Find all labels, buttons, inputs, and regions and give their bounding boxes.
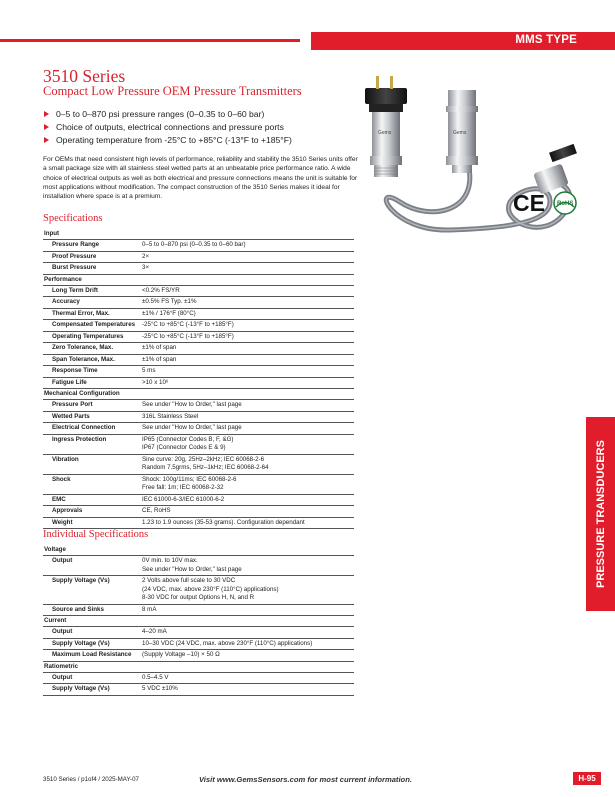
spec-value: -25°C to +85°C (-13°F to +185°F): [142, 321, 234, 328]
spec-value: 2×: [142, 252, 150, 260]
spec-label: Shock: [52, 475, 71, 483]
product-brand-mark: Gems: [453, 130, 467, 136]
spec-label: Compensated Temperatures: [52, 321, 136, 328]
spec-group-heading: Performance: [44, 275, 82, 283]
individual-specifications-heading: Individual Specifications: [43, 529, 149, 540]
spec-label: Accuracy: [52, 298, 80, 305]
spec-row: [43, 555, 354, 576]
spec-label: Span Tolerance, Max.: [52, 355, 115, 363]
spec-row: [43, 684, 354, 696]
spec-row: [43, 423, 354, 435]
bullet-arrow-icon: [44, 124, 49, 130]
spec-row: [43, 475, 354, 495]
page-subtitle: Compact Low Pressure OEM Pressure Transmitters: [43, 84, 302, 98]
spec-row: [43, 435, 354, 455]
spec-label: Fatigue Life: [52, 378, 87, 386]
section-side-tab: [586, 417, 615, 611]
spec-row: [43, 650, 354, 662]
spec-label: Output: [52, 557, 73, 564]
spec-value: 1.23 to 1.9 ounces (35-53 grams). Configuration dependant: [142, 518, 305, 526]
spec-value: 316L Stainless Steel: [142, 412, 199, 420]
spec-row: [43, 518, 354, 530]
spec-row: [43, 672, 354, 685]
bullet-arrow-icon: [44, 137, 49, 143]
spec-label: Vibration: [52, 455, 79, 463]
spec-value: >10 x 10⁶: [142, 378, 169, 386]
spec-group-heading: Voltage: [44, 546, 66, 553]
footer-doc-id: 3510 Series / p1of4 / 2025-MAY-07: [43, 776, 139, 783]
spec-row: [43, 378, 354, 390]
spec-label: Ingress Protection: [52, 435, 107, 443]
spec-group-heading: Input: [44, 230, 60, 237]
spec-label: Supply Voltage (Vs): [52, 577, 110, 584]
spec-label: Output: [52, 673, 73, 681]
spec-value: See under "How to Order," last page: [142, 401, 242, 408]
spec-value: See under "How to Order," last page: [142, 424, 242, 431]
feature-item: Choice of outputs, electrical connections and pressure ports: [43, 121, 292, 134]
header-banner: [311, 32, 615, 50]
spec-label: Wetted Parts: [52, 412, 90, 420]
spec-value: ±1% of span: [142, 344, 177, 351]
spec-label: Response Time: [52, 367, 98, 374]
spec-label: Burst Pressure: [52, 264, 97, 271]
spec-row: [43, 626, 354, 639]
spec-value: 8 mA: [142, 605, 157, 613]
spec-row: [43, 332, 354, 344]
spec-value: 2 Volts above full scale to 30 VDC (24 VDC, max. above 230°F (110°C) applications) 8-30 VDC for output Options H, N, and R: [142, 577, 279, 601]
spec-row: [43, 495, 354, 507]
product-photo: [360, 72, 590, 257]
spec-label: Pressure Port: [52, 401, 93, 408]
spec-label: Electrical Connection: [52, 424, 116, 431]
feature-list: [43, 108, 292, 147]
spec-label: Maximum Load Resistance: [52, 651, 132, 658]
spec-label: Proof Pressure: [52, 252, 97, 260]
specifications-heading: Specifications: [43, 213, 103, 224]
spec-value: Shock: 100g/11ms; IEC 60068-2-6 Free fall: 1m; IEC 60068-2-32: [142, 475, 237, 491]
rohs-label: RoHS: [557, 201, 574, 207]
spec-label: Supply Voltage (Vs): [52, 639, 110, 647]
footer-website-note: Visit www.GemsSensors.com for most current information.: [199, 775, 412, 784]
feature-item: Operating temperature from -25°C to +85°C (-13°F to +185°F): [43, 134, 292, 147]
spec-value: ±1% of span: [142, 355, 177, 363]
spec-label: EMC: [52, 495, 66, 503]
spec-value: 4–20 mA: [142, 628, 167, 635]
spec-value: CE, RoHS: [142, 507, 171, 514]
spec-value: IEC 61000-6-3/IEC 61000-6-2: [142, 495, 225, 503]
spec-row: [43, 239, 354, 252]
spec-label: Long Term Drift: [52, 286, 98, 294]
spec-row: [43, 399, 354, 412]
spec-row: [43, 285, 354, 298]
page-title: 3510 Series: [43, 66, 126, 86]
individual-specifications-table: [43, 545, 354, 696]
spec-group-heading: Ratiometric: [44, 662, 79, 670]
spec-row: [43, 252, 354, 264]
spec-value: IP65 (Connector Codes B, F, &G) IP67 (Connector Codes E & 9): [142, 435, 234, 451]
spec-label: Weight: [52, 518, 73, 526]
spec-label: Source and Sinks: [52, 605, 104, 613]
spec-value: Sine curve: 20g, 25Hz–2kHz; IEC 60068-2-6 Random 7.5grms, 5Hz–1kHz; IEC 60068-2-64: [142, 455, 269, 471]
product-brand-mark: Gems: [378, 130, 392, 136]
spec-row: [43, 605, 354, 617]
side-tab-label: PRESSURE TRANSDUCERS: [594, 440, 607, 588]
header-banner-label: MMS TYPE: [515, 34, 577, 46]
spec-value: ±0.5% FS Typ. ±1%: [142, 298, 197, 305]
page-number: H-95: [573, 772, 601, 785]
spec-row: [43, 455, 354, 475]
spec-value: 0.5–4.5 V: [142, 673, 169, 681]
spec-row: [43, 263, 354, 275]
spec-value: (Supply Voltage –10) × 50 Ω: [142, 651, 220, 658]
spec-row: [43, 639, 354, 651]
spec-label: Supply Voltage (Vs): [52, 685, 110, 692]
spec-value: 0V min. to 10V max. See under "How to Order," last page: [142, 557, 242, 573]
spec-value: 10–30 VDC (24 VDC, max. above 230°F (110°C) applications): [142, 639, 313, 647]
header-rule: [0, 39, 300, 42]
spec-row: [43, 355, 354, 367]
spec-label: Zero Tolerance, Max.: [52, 344, 114, 351]
spec-value: <0.2% FS/YR: [142, 286, 180, 294]
spec-row: [43, 576, 354, 605]
spec-value: 0–5 to 0–870 psi (0–0.35 to 0–60 bar): [142, 241, 246, 248]
spec-row: [43, 297, 354, 309]
spec-group-heading: Mechanical Configuration: [44, 390, 120, 397]
spec-value: ±1% / 176°F (80°C): [142, 309, 196, 317]
spec-row: [43, 412, 354, 424]
spec-row: [43, 320, 354, 332]
spec-label: Pressure Range: [52, 241, 100, 248]
spec-value: 5 VDC ±10%: [142, 685, 178, 692]
spec-value: 5 ms: [142, 367, 156, 374]
spec-label: Approvals: [52, 507, 83, 514]
specifications-table: [43, 229, 354, 529]
spec-group-heading: Current: [44, 617, 67, 624]
intro-paragraph: For OEMs that need consistent high levels of performance, reliability and stability the 3510 Series units offer a small package size with all stainless steel wetted parts at an unbeatable price performance ratio. A wide choice of electrical outputs as well as both electrical and pressure connections means the unit is suitable for most applications without modification. The compact construction of the 3510 Series makes it ideal for installation where space is at a premium.: [43, 156, 358, 201]
spec-row: [43, 366, 354, 378]
spec-label: Output: [52, 628, 73, 635]
spec-value: -25°C to +85°C (-13°F to +185°F): [142, 332, 234, 340]
spec-label: Thermal Error, Max.: [52, 309, 110, 317]
bullet-arrow-icon: [44, 111, 49, 117]
spec-label: Operating Temperatures: [52, 332, 124, 340]
spec-row: [43, 343, 354, 355]
spec-row: [43, 309, 354, 321]
spec-row: [43, 506, 354, 518]
spec-value: 3×: [142, 264, 150, 271]
feature-item: 0–5 to 0–870 psi pressure ranges (0–0.35 to 0–60 bar): [43, 108, 292, 121]
ce-mark-icon: CE: [513, 190, 545, 216]
